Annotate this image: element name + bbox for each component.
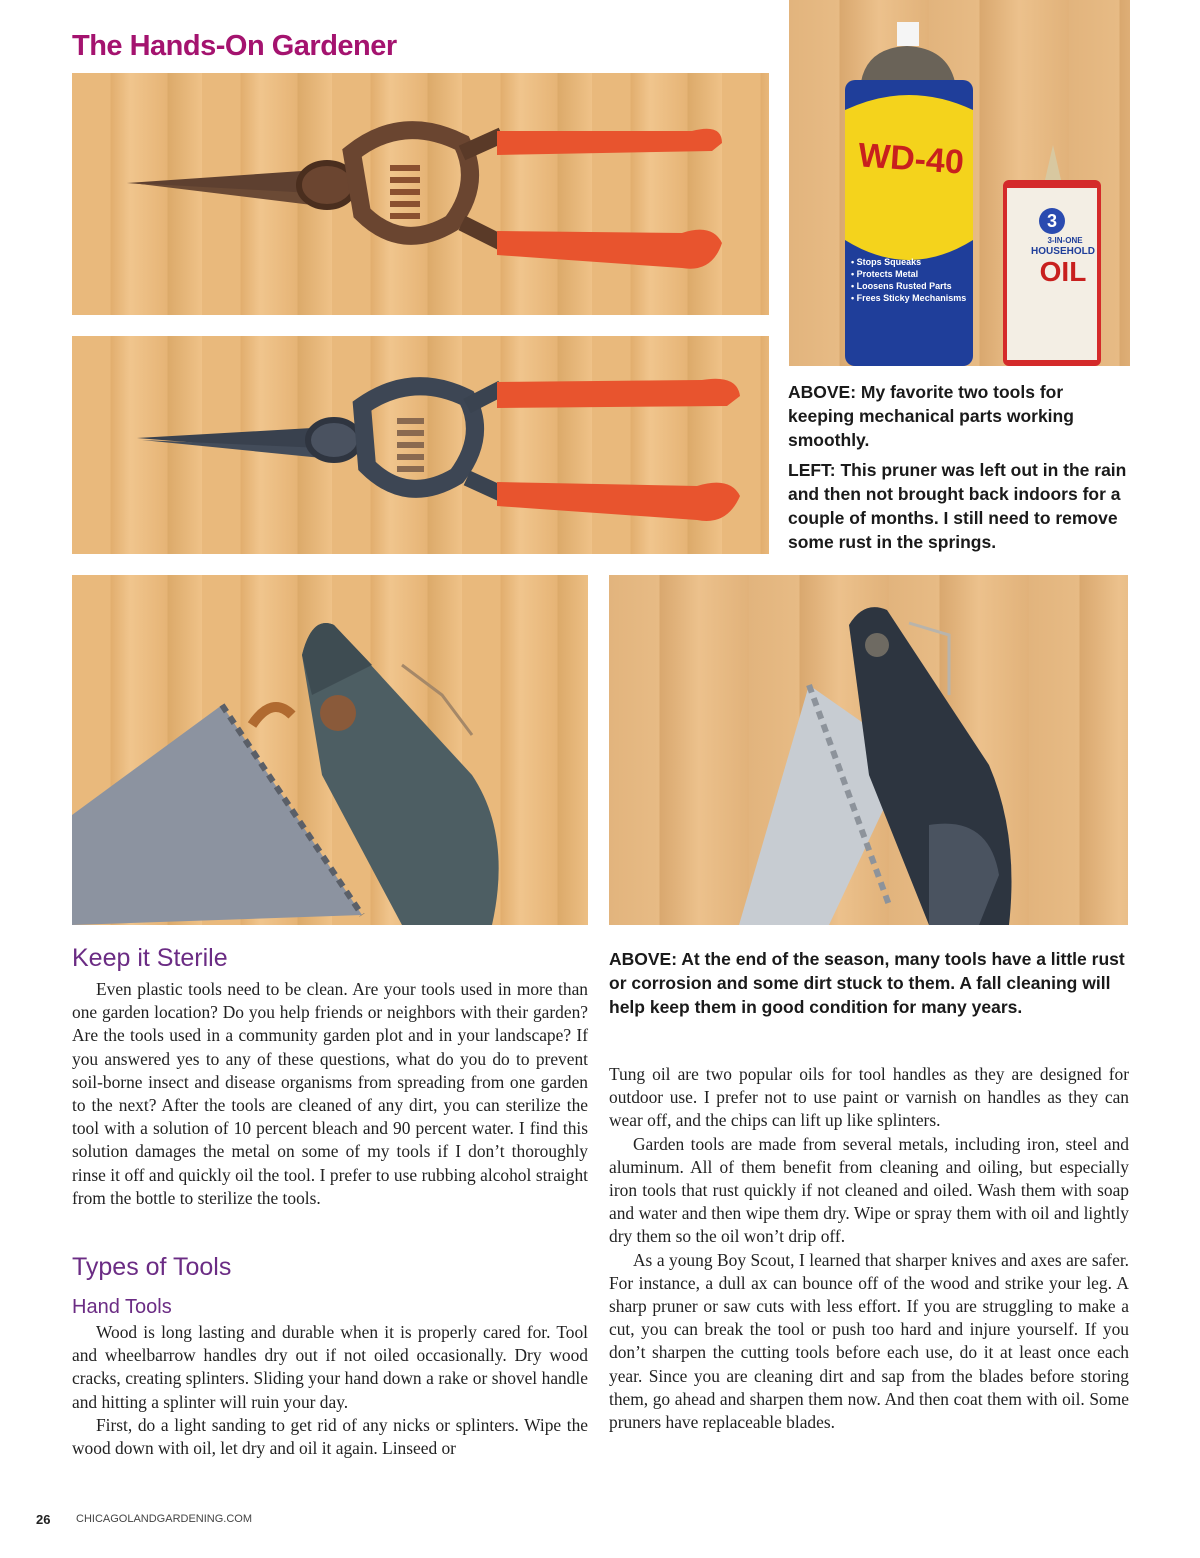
keep-sterile-body (72, 978, 588, 1210)
oils-illustration (789, 0, 1130, 366)
clean-pruner-photo (72, 336, 769, 554)
paragraph: Garden tools are made from several metals, including iron, steel and aluminum. All of them benefit from cleaning and oiling, but especially iron tools that rust quickly if not cleaned and oiled. Wash them with soap and water and then wipe them dry. Wipe or spray them with oil and lightly dry them so the oil won’t drip off. (609, 1133, 1129, 1247)
rusty-pruner-illustration (72, 73, 769, 315)
heading-keep-sterile: Keep it Sterile (72, 944, 228, 972)
rusty-saw-illustration (72, 575, 588, 925)
paragraph: As a young Boy Scout, I learned that sharper knives and axes are safer. For instance, a dull ax can bounce off of the wood and strike your leg. A sharp pruner or saw cuts with less effort. If you are struggling to make a cut, you can break the tool or push too hard and injure yourself. If you don’t sharpen the cutting tools before each use, do it at least once each year. Since you are cleaning dirt and sap from the blades before storing them, go ahead and sharpen them now. And then coat them with oil. Some pruners have replaceable blades. (609, 1249, 1129, 1433)
oil-badge: 3 (1039, 208, 1065, 234)
page-header: The Hands-On Gardener (72, 30, 397, 62)
wd40-feature: • Loosens Rusted Parts (851, 281, 952, 291)
paragraph: Wood is long lasting and durable when it is properly cared for. Tool and wheelbarrow handles dry out if not oiled occasionally. Dry wood cracks, creating splinters. Sliding your hand down a rake or shovel handle and hitting a splinter will ruin your day. (72, 1322, 588, 1412)
caption-left-pruner: LEFT: This pruner was left out in the rain and then not brought back indoors for a couple of months. I still need to remove some rust in the springs. (788, 460, 1127, 552)
wd40-feature-list (851, 256, 971, 304)
wd40-feature: • Frees Sticky Mechanisms (851, 293, 967, 303)
paragraph: Tung oil are two popular oils for tool handles as they are designed for outdoor use. I prefer not to use paint or varnish on handles as they can wear off, and the chips can lift up like splinters. (609, 1064, 1129, 1131)
wd40-feature: • Protects Metal (851, 269, 919, 279)
oil-brand-subtitle: 3-IN-ONE (1047, 236, 1083, 245)
clean-pruner-illustration (72, 336, 769, 554)
caption-above-saws: ABOVE: At the end of the season, many tools have a little rust or corrosion and some dirt stuck to them. A fall cleaning will help keep them in good condition for many years. (609, 949, 1125, 1017)
oils-photo (789, 0, 1130, 366)
paragraph: First, do a light sanding to get rid of any nicks or splinters. Wipe the wood down with oil, let dry and oil it again. Linseed or (72, 1414, 588, 1459)
heading-hand-tools: Hand Tools (72, 1296, 172, 1318)
clean-saw-photo (609, 575, 1128, 925)
wd40-feature: • Stops Squeaks (851, 257, 922, 267)
hand-tools-body (72, 1321, 588, 1460)
wd40-brand-label: WD-40 (856, 136, 966, 182)
footer-site: CHICAGOLANDGARDENING.COM (76, 1513, 253, 1525)
oil-label-household: HOUSEHOLD (1031, 246, 1095, 257)
oil-label-oil: OIL (1039, 256, 1087, 287)
rusty-saw-photo (72, 575, 588, 925)
clean-saw-illustration (609, 575, 1128, 925)
heading-types-of-tools: Types of Tools (72, 1253, 232, 1281)
page-number: 26 (36, 1512, 51, 1527)
caption-above-oils: ABOVE: My favorite two tools for keeping mechanical parts working smoothly. (788, 382, 1074, 450)
paragraph: Even plastic tools need to be clean. Are your tools used in more than one garden location? Do you help friends or neighbors with their garden? Are the tools used in a community garden plot and in your landscape? If you answered yes to any of these questions, what do you do to prevent soil-borne insect and disease organisms from spreading from one garden to the next? After the tools are cleaned of any dirt, you can sterilize the tool with a solution of 10 percent bleach and 90 percent water. I find this solution damages the metal on some of my tools if I don’t thoroughly rinse it off and quickly oil the tool. I prefer to use rubbing alcohol straight from the bottle to sterilize the tools. (72, 979, 588, 1208)
right-column-body (609, 1063, 1129, 1434)
rusty-pruner-photo (72, 73, 769, 315)
